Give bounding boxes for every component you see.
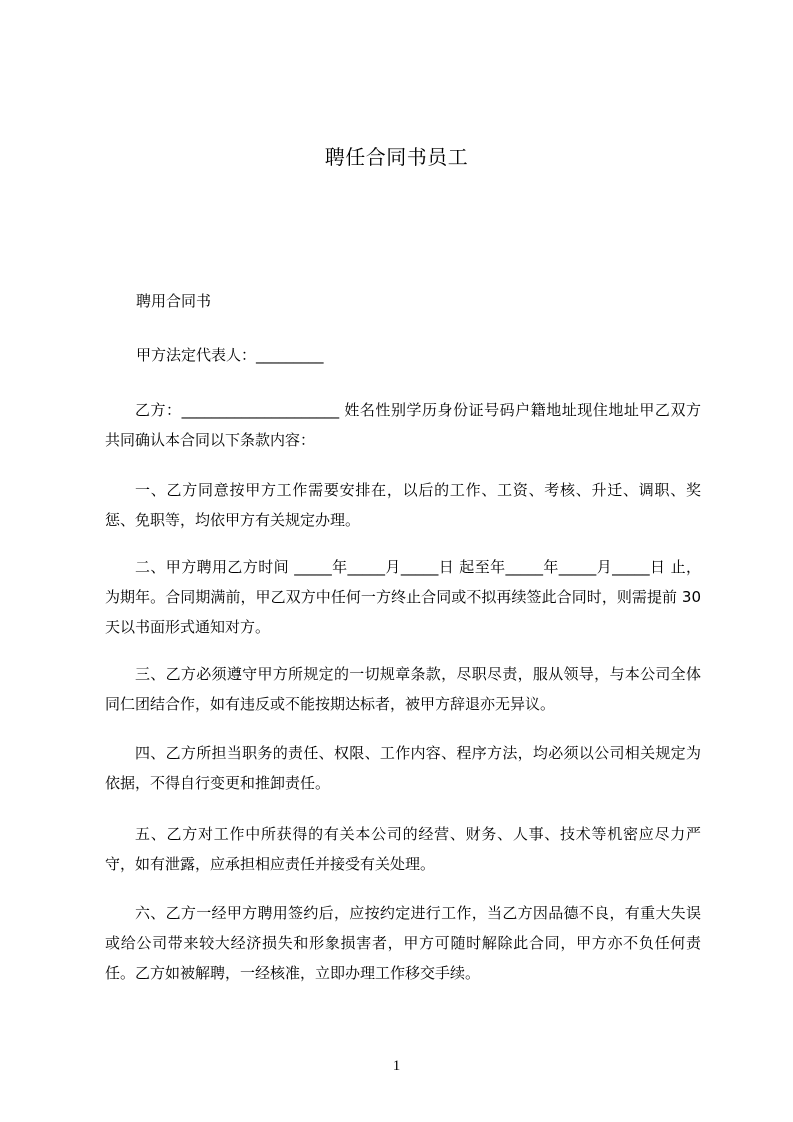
- contract-subtitle: 聘用合同书: [136, 292, 212, 310]
- party-a-representative-line: 甲方法定代表人：_________: [136, 346, 324, 364]
- clause-6: 六、乙方一经甲方聘用签约后，应按约定进行工作，当乙方因品德不良，有重大失误或给公司带来较大经济损失和形象损害者，甲方可随时解除此合同，甲方亦不负任何责任。乙方如被解聘，一经核准，立即办理工作移交手续。: [105, 904, 701, 982]
- clause-2: 二、甲方聘用乙方时间 _____年_____月_____日 起至年_____年_____月_____日 止，为期年。合同期满前，甲乙双方中任何一方终止合同或不拟再续签此合同时，则需提前 30 天以书面形式通知对方。: [105, 558, 701, 636]
- clause-3: 三、乙方必须遵守甲方所规定的一切规章条款，尽职尽责，服从领导，与本公司全体同仁团结合作，如有违反或不能按期达标者，被甲方辞退亦无异议。: [105, 665, 701, 713]
- clause-5: 五、乙方对工作中所获得的有关本公司的经营、财务、人事、技术等机密应尽力严守，如有泄露，应承担相应责任并接受有关处理。: [105, 825, 701, 873]
- page-number: 1: [392, 1058, 401, 1074]
- party-b-line: 乙方：_____________________ 姓名性别学历身份证号码户籍地址现住地址甲乙双方共同确认本合同以下条款内容：: [105, 401, 701, 449]
- clause-4: 四、乙方所担当职务的责任、权限、工作内容、程序方法，均必须以公司相关规定为依据，不得自行变更和推卸责任。: [105, 744, 701, 792]
- clause-1: 一、乙方同意按甲方工作需要安排在，以后的工作、工资、考核、升迁、调职、奖惩、免职等，均依甲方有关规定办理。: [105, 481, 701, 529]
- document-title: 聘任合同书员工: [324, 145, 469, 169]
